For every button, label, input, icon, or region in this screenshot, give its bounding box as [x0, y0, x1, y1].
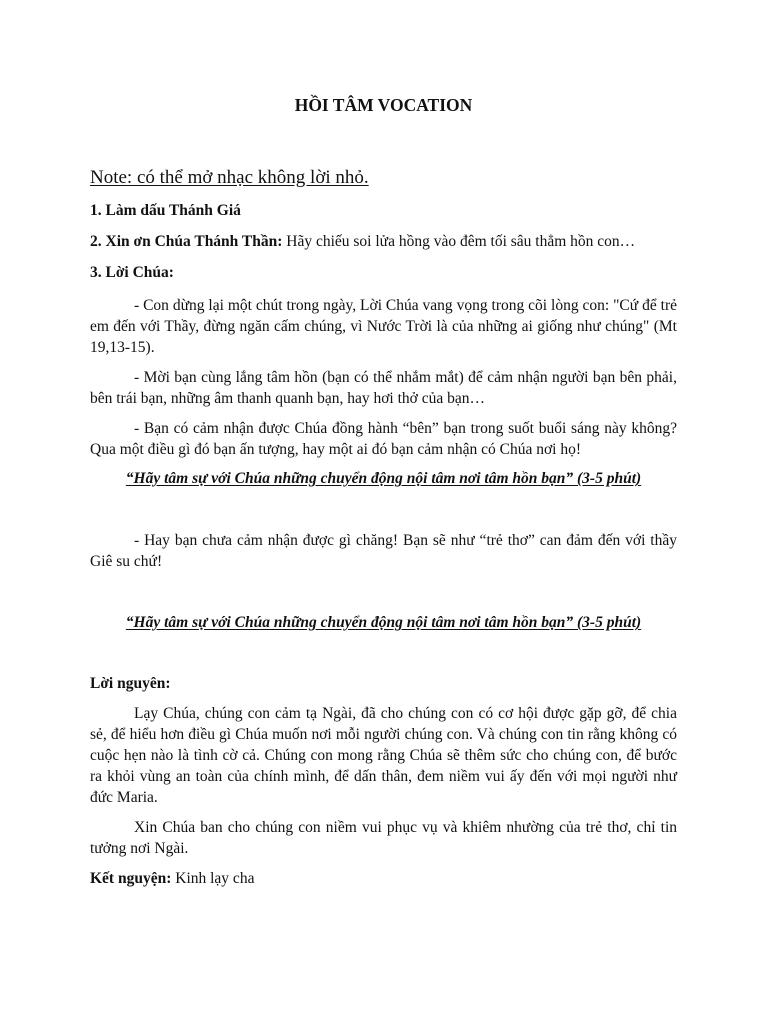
document-title: HỒI TÂM VOCATION	[294, 95, 473, 115]
step-2-label: 2. Xin ơn Chúa Thánh Thần:	[90, 233, 283, 250]
reflection-prompt-2: “Hãy tâm sự với Chúa những chuyển động nội tâm nơi tâm hồn bạn” (3-5 phút)	[125, 614, 642, 631]
prayer-heading: Lời nguyên:	[90, 675, 171, 692]
closing-line	[90, 868, 677, 890]
step-1-heading: 1. Làm dấu Thánh Giá	[90, 202, 241, 219]
reflection-paragraph-3: - Hay bạn chưa cảm nhận được gì chăng! Bạn sẽ như “trẻ thơ” can đảm đến với thầy Giê su chứ!	[90, 532, 677, 570]
closing-label: Kết nguyện:	[90, 870, 172, 887]
reflection-paragraph-2: - Bạn có cảm nhận được Chúa đồng hành “bên” bạn trong suốt buổi sáng này không? Qua một điều gì đó bạn ấn tượng, hay một ai đó bạn cảm nhận có Chúa nơi họ!	[90, 420, 677, 458]
scripture-paragraph: - Con dừng lại một chút trong ngày, Lời Chúa vang vọng trong cõi lòng con: "Cứ để trẻ em đến với Thầy, đừng ngăn cấm chúng, vì Nước Trời là của những ai giống như chúng" (Mt 19,13-15).	[90, 297, 677, 356]
prayer-paragraph-2: Xin Chúa ban cho chúng con niềm vui phục vụ và khiêm nhường của trẻ thơ, chỉ tin tưởng nơi Ngài.	[90, 819, 677, 857]
reflection-paragraph-1: - Mời bạn cùng lắng tâm hồn (bạn có thể nhắm mắt) để cảm nhận người bạn bên phải, bên trái bạn, những âm thanh quanh bạn, hay hơi thở của bạn…	[90, 369, 677, 407]
step-2-line	[90, 231, 677, 253]
note-line: Note: có thể mở nhạc không lời nhỏ.	[90, 167, 369, 188]
step-3-heading: 3. Lời Chúa:	[90, 264, 174, 281]
closing-text: Kinh lạy cha	[171, 870, 255, 887]
reflection-prompt-1: “Hãy tâm sự với Chúa những chuyển động nội tâm nơi tâm hồn bạn” (3-5 phút)	[125, 470, 642, 487]
step-2-text: Hãy chiếu soi lửa hồng vào đêm tối sâu thẳm hồn con…	[282, 233, 636, 250]
prayer-paragraph-1: Lạy Chúa, chúng con cảm tạ Ngài, đã cho chúng con có cơ hội được gặp gỡ, để chia sẻ, để hiểu hơn điều gì Chúa muốn nơi mỗi người chúng con. Và chúng con tin rằng không có cuộc hẹn nào là tình cờ cả. Chúng con mong rằng Chúa sẽ thêm sức cho chúng con, để bước ra khỏi vùng an toàn của chính mình, để dấn thân, đem niềm vui ấy đến với mọi người như đức Maria.	[90, 705, 677, 806]
